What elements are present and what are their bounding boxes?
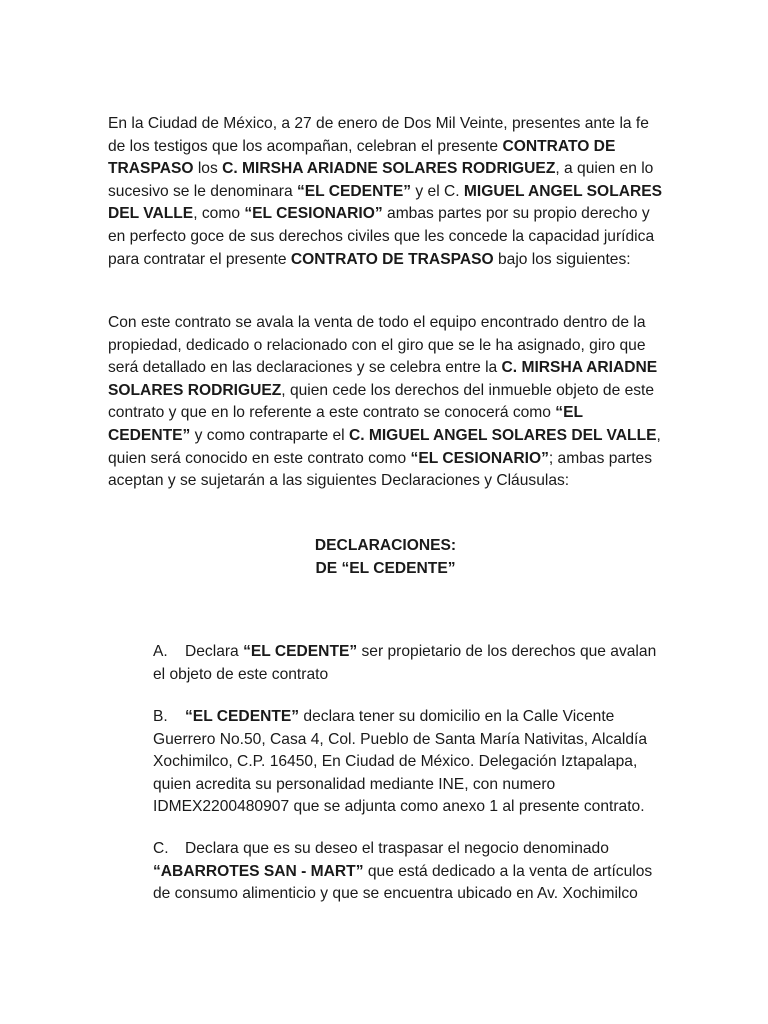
text-run: Declara — [185, 643, 244, 660]
bold-run: CONTRATO DE TRASPASO — [290, 250, 494, 268]
bold-run: MIGUEL ANGEL SOLARES DEL VALLE — [108, 182, 663, 223]
bold-run: “EL CESIONARIO” — [410, 449, 549, 467]
text-run: , quien será conocido en este contrato como — [108, 426, 661, 467]
text-run: ambas partes por su propio derecho y en perfecto goce de sus derechos civiles que les concede la capacidad jurídica para contratar el presente — [108, 205, 655, 268]
text-run: En la Ciudad de México, a 27 de enero de Dos Mil Veinte, presentes ante la fe de los testigos que los acompañan, celebran el presente — [108, 115, 649, 155]
bold-run: “EL CEDENTE” — [108, 404, 583, 444]
declaration-item-c — [153, 838, 665, 906]
item-label: B. — [153, 708, 168, 725]
intro-paragraph — [108, 113, 663, 271]
bold-run: “EL CEDENTE” — [243, 643, 358, 660]
text-run: Con este contrato se avala la venta de todo el equipo encontrado dentro de la propiedad, dedicado o relacionado con el giro que se le ha asignado, giro que será detallado en las declaraciones y se celebra entre la — [108, 314, 646, 377]
purpose-paragraph — [108, 312, 663, 493]
item-label: C. — [153, 840, 169, 857]
item-label: A. — [153, 643, 168, 660]
text-run: bajo los siguientes: — [493, 250, 631, 268]
section-heading — [108, 535, 663, 580]
text-run: Declara que es su deseo el traspasar el negocio denominado — [185, 840, 609, 857]
text-run: los — [193, 160, 223, 178]
bold-run: “EL CEDENTE” — [185, 708, 300, 725]
bold-run: C. MIRSHA ARIADNE SOLARES RODRIGUEZ — [108, 359, 658, 399]
text-run: , como — [193, 205, 245, 223]
text-run: , quien cede los derechos del inmueble objeto de este contrato y que en lo referente a este contrato se conocerá como — [108, 381, 655, 422]
bold-run: “EL CESIONARIO” — [244, 205, 383, 223]
heading-line: DECLARACIONES: — [314, 537, 457, 554]
bold-run: C. MIGUEL ANGEL SOLARES DEL VALLE — [348, 426, 657, 444]
text-run: ser propietario de los derechos que avalan el objeto de este contrato — [153, 643, 657, 683]
text-run: que está dedicado a la venta de artículos de consumo alimenticio y que se encuentra ubicado en Av. Xochimilco — [153, 862, 653, 903]
bold-run: CONTRATO DE TRASPASO — [108, 137, 616, 178]
declaration-item-a — [153, 641, 665, 686]
heading-line: DE “EL CEDENTE” — [315, 559, 456, 577]
declaration-item-b — [153, 706, 665, 819]
text-run: declara tener su domicilio en la Calle Vicente Guerrero No.50, Casa 4, Col. Pueblo de Santa María Nativitas, Alcaldía Xochimilco, C.P. 16450, En Ciudad de México. Delegación Iztapalapa, quien acredita su personalidad mediante INE, con numero IDMEX2200480907 que se adjunta como anexo 1 al presente contrato. — [153, 708, 648, 816]
text-run: ; ambas partes aceptan y se sujetarán a las siguientes Declaraciones y Cláusulas: — [108, 449, 653, 490]
bold-run: C. MIRSHA ARIADNE SOLARES RODRIGUEZ — [222, 160, 556, 178]
text-run: y como contraparte el — [190, 426, 349, 444]
text-run: , a quien en lo sucesivo se le denominara — [108, 160, 654, 200]
text-run: y el C. — [411, 182, 464, 200]
bold-run: “EL CEDENTE” — [296, 182, 412, 200]
bold-run: “ABARROTES SAN - MART” — [153, 862, 364, 880]
